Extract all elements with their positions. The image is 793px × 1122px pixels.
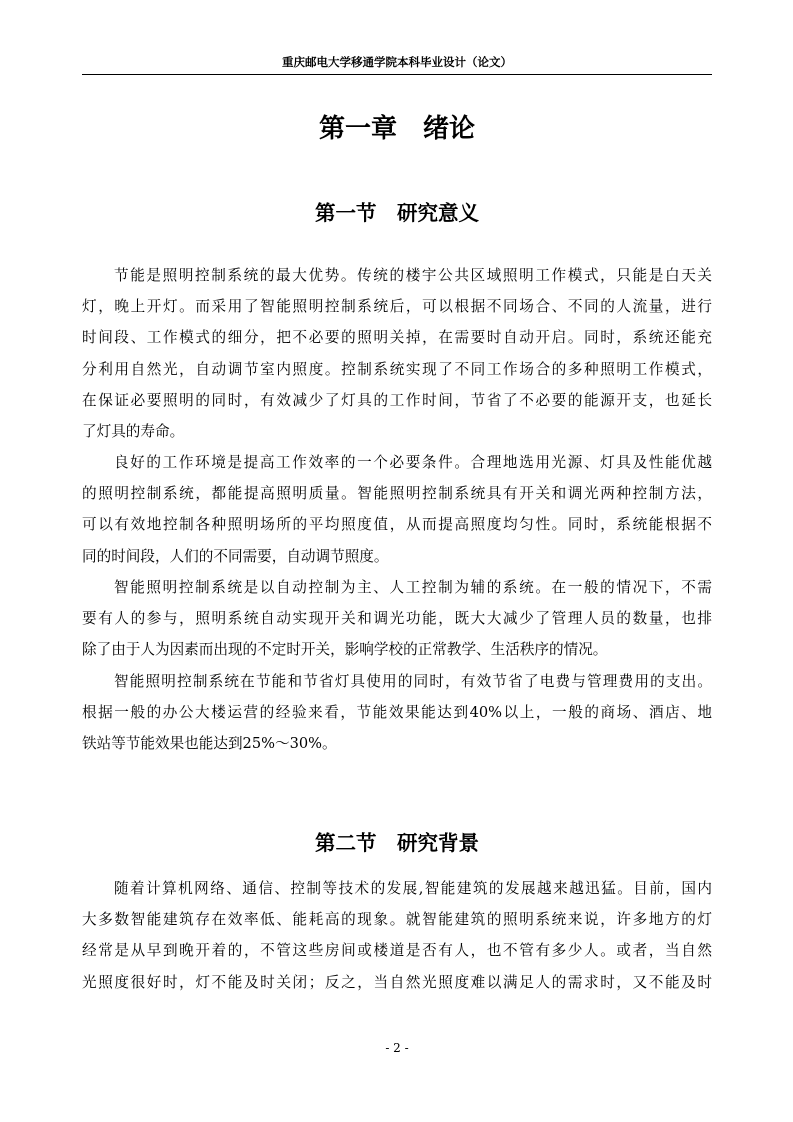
- paragraph-line: 智能照明控制系统在节能和节省灯具使用的同时，有效节省了电费与管理费用的支出。: [114, 673, 712, 690]
- paragraph-line: 大多数智能建筑存在效率低、能耗高的现象。就智能建筑的照明系统来说，许多地方的灯: [82, 911, 712, 929]
- page-number: - 2 -: [385, 1041, 409, 1055]
- paragraph-background: [82, 873, 712, 998]
- header-rule: [82, 74, 712, 75]
- paragraph-work-environment: [82, 447, 712, 572]
- paragraph-energy-saving: [82, 260, 712, 447]
- paragraph-line: 经常是从早到晚开着的，不管这些房间或楼道是否有人，也不管有多少人。或者，当自然: [82, 942, 712, 960]
- paragraph-line: 在保证必要照明的同时，有效减少了灯具的工作时间，节省了不必要的能源开支，也延长: [82, 391, 712, 409]
- paragraph-cost-savings: [82, 666, 712, 760]
- paragraph-line: 光照度很好时，灯不能及时关闭；反之，当自然光照度难以满足人的需求时，又不能及时: [82, 973, 712, 991]
- paragraph-line: 除了由于人为因素而出现的不定时开关，影响学校的正常教学、生活秩序的情况。: [82, 641, 608, 659]
- paragraph-line: 可以有效地控制各种照明场所的平均照度值，从而提高照度均匀性。同时，系统能根据不: [82, 516, 712, 534]
- paragraph-line: 的照明控制系统，都能提高照明质量。智能照明控制系统具有开关和调光两种控制方法，: [82, 485, 712, 503]
- paragraph-line: 同的时间段，人们的不同需要，自动调节照度。: [82, 547, 389, 565]
- paragraph-line: 要有人的参与，照明系统自动实现开关和调光功能，既大大减少了管理人员的数量，也排: [82, 610, 712, 628]
- running-header: 重庆邮电大学移通学院本科毕业设计（论文）: [282, 55, 512, 69]
- paragraph-line: 分利用自然光，自动调节室内照度。控制系统实现了不同工作场合的多种照明工作模式，: [82, 360, 712, 378]
- paragraph-line: 良好的工作环境是提高工作效率的一个必要条件。合理地选用光源、灯具及性能优越: [114, 454, 712, 471]
- paragraph-automatic-control: [82, 572, 712, 666]
- chapter-title: 第一章 绪论: [318, 114, 475, 144]
- paragraph-line: 智能照明控制系统是以自动控制为主、人工控制为辅的系统。在一般的情况下，不需: [114, 579, 712, 596]
- section-title-research-significance: 第一节 研究意义: [315, 201, 479, 225]
- section-title-research-background: 第二节 研究背景: [315, 831, 479, 855]
- paragraph-line: 根据一般的办公大楼运营的经验来看，节能效果能达到40%以上，一般的商场、酒店、地: [82, 704, 712, 722]
- paragraph-line: 随着计算机网络、通信、控制等技术的发展,智能建筑的发展越来越迅猛。目前，国内: [114, 880, 712, 897]
- paragraph-line: 节能是照明控制系统的最大优势。传统的楼宇公共区域照明工作模式，只能是白天关: [114, 267, 712, 284]
- paragraph-line: 灯，晚上开灯。而采用了智能照明控制系统后，可以根据不同场合、不同的人流量，进行: [82, 298, 712, 316]
- paragraph-line: 时间段、工作模式的细分，把不必要的照明关掉，在需要时自动开启。同时，系统还能充: [82, 329, 712, 347]
- paragraph-line: 了灯具的寿命。: [82, 422, 185, 440]
- paragraph-line: 铁站等节能效果也能达到25%～30%。: [82, 735, 337, 753]
